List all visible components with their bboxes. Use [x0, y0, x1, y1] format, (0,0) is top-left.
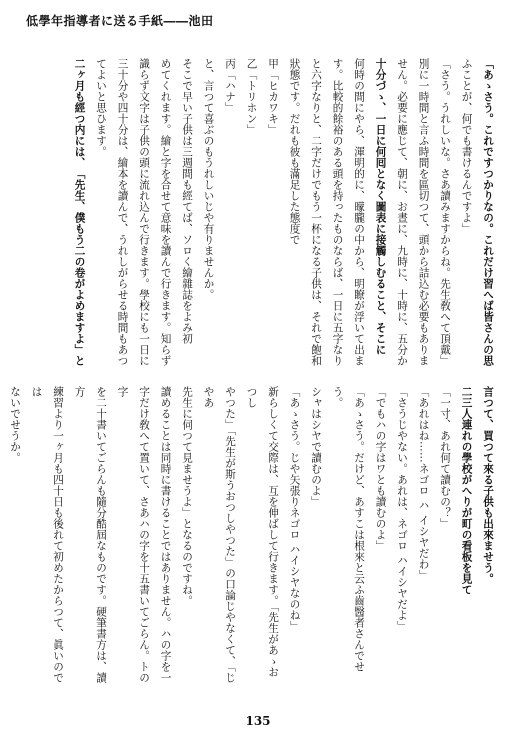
text-column: 新らしくて交際は、互を伸ばして行きます。「先生があゝおつし — [245, 386, 279, 678]
lower-text-block — [9, 386, 498, 688]
text-column: 別に一時間と言ふ時間を區切つて、頭から詰込む必要もありま — [417, 58, 430, 366]
text-column: 三十分や四十分は、繪本を讀んで、うれしがらせる時間もあつ — [116, 58, 129, 366]
text-column: 狀態です。だれも彼も滿足した態度で — [288, 58, 301, 245]
page-number: 135 — [245, 714, 271, 728]
upper-text-block — [18, 58, 498, 374]
text-column: せん。必要に應じて、朝に、お晝に、九時に、十時に、五分か — [396, 58, 408, 366]
text-column: そこで早い子供は三週間も經てば、ソロく繪雜誌をよみ初 — [181, 58, 193, 344]
text-column: 二三人連れの學校がへりが町の看板を見て — [460, 386, 473, 595]
text-column: 「あゝさう。これですつかりなの。これだけ習へば皆さんの思 — [482, 58, 494, 366]
text-column: と、言つて喜ぶのもうれしいじや有りませんか。 — [202, 58, 215, 300]
text-column: ないでせうか。 — [9, 386, 21, 463]
running-header: 低學年指導者に送る手紙――池田 — [26, 14, 214, 28]
text-column: 「あゝさう。だけど、あすこは根來と云ふ齒醫者さんでせう。 — [331, 386, 365, 672]
text-column: 乙「トリホン」 — [245, 58, 258, 135]
text-column: 練習より一ヶ月も四十日も後れて初めたからつて、眞いのでは — [30, 386, 64, 683]
text-column: てよいと思ひます。 — [95, 58, 107, 157]
text-column: 甲「ヒカワキ」 — [267, 58, 279, 135]
text-column — [0, 386, 4, 688]
text-column: 字だけ敎へて置いて、さあハの字を十五書いてごらん。トの字 — [116, 386, 150, 683]
text-column: 言つて、買つて來る子供も出來ませう。 — [482, 386, 494, 584]
text-column: 識らず文字は子供の頭に流れ込んで行きます。學校にも一日に — [138, 58, 150, 366]
text-column: 二ヶ月も經つ内には、「先生、僕もう二の卷がよめますよ」と — [73, 58, 86, 366]
text-column: めてくれます。繪と字を合せて意味を讀んで行きます。知らず — [159, 58, 172, 366]
text-column: と六字なりと、二字だけでもう一杯になる子供は、それで飽和 — [310, 58, 322, 366]
text-column: 「さうじやない。あれは、ネゴロ ハイシヤだよ」 — [396, 386, 408, 632]
text-column: 「あゝさう。じや矢張りネゴロ ハイシヤなのね」 — [288, 386, 301, 632]
text-column: を二十書いてごらんも隨分酷屆なものです。硬筆書方は、讀方 — [73, 386, 107, 683]
text-column: 「一寸、あれ何て讀むの？」 — [439, 386, 451, 529]
text-column: す。比較的餘裕のある頭を持ったものならば、一日に五字なり — [331, 58, 344, 366]
text-column: 讀めることは同時に書けることではありません。ハの字を一 — [159, 386, 172, 683]
text-column: やつた」「先生が斯うおつしやつた」の口論じやなくて、「じやあ — [202, 386, 236, 684]
text-column: 「あれはね……ネゴロ ハ イシヤだわ」 — [417, 386, 430, 581]
text-column: ふことが、何でも書けるんですよ」 — [460, 58, 473, 234]
text-column: 丙「ハナ」 — [224, 58, 236, 113]
text-column: 先生に伺つて見ませうよ」となるのですね。 — [181, 386, 193, 606]
text-column: シャはシヤで讀むのよ」 — [310, 386, 322, 507]
text-column: 十分づゝ、一日に何囘となく圖表に接觸しむること、そこに — [374, 58, 387, 355]
text-column: 「さう。うれしいな。さあ讀みますからね。先生敎へて頂戴」 — [439, 58, 451, 366]
text-column: 何時の間にやら、渾明的に、曚朧の中から、明瞭が浮いて出ま — [353, 58, 365, 366]
text-column: 「でもハの字はワとも讀むのよ」 — [374, 386, 387, 551]
